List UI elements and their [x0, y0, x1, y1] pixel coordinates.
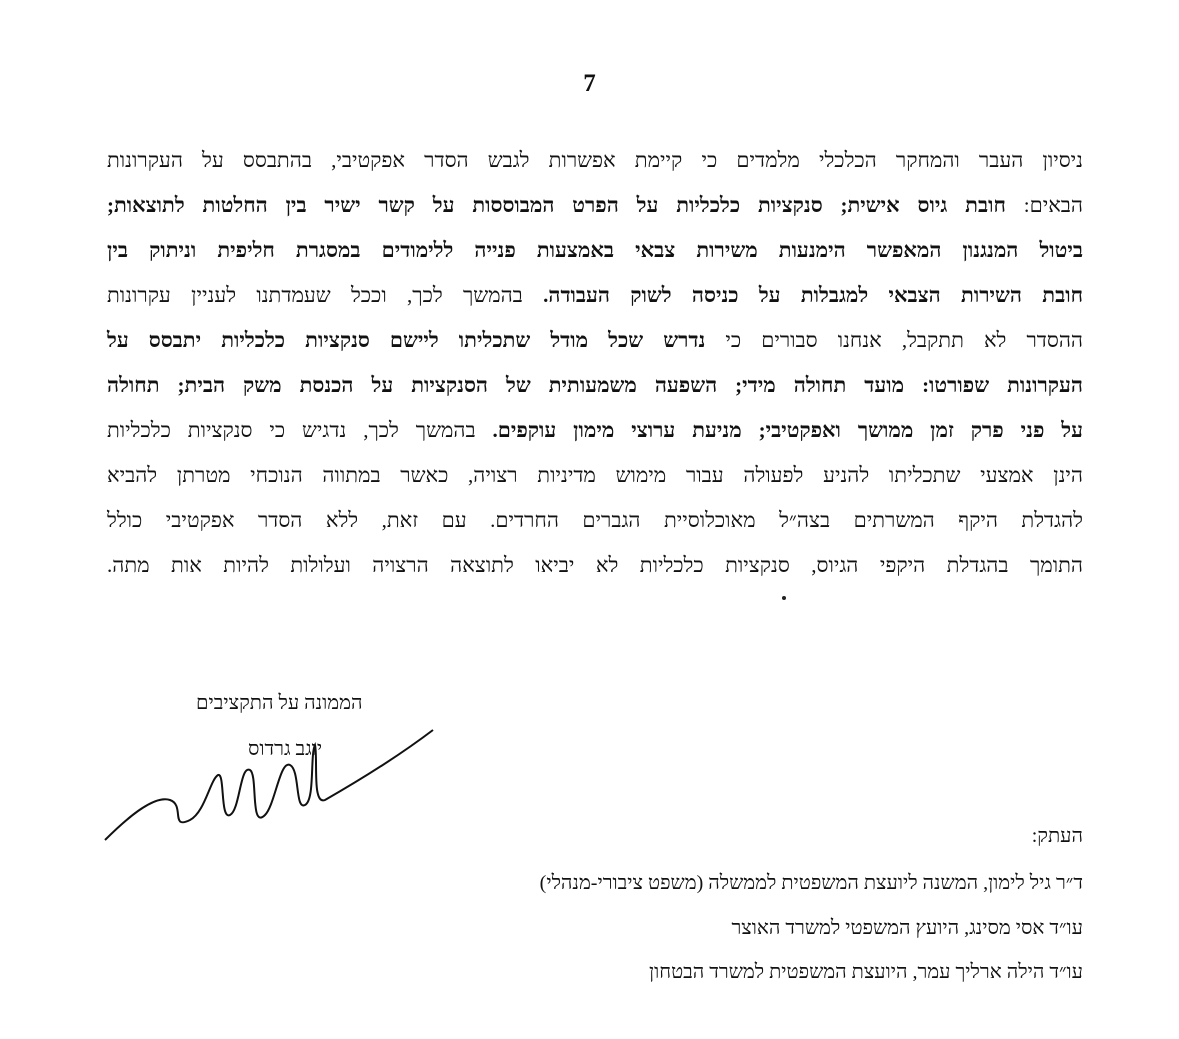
page-number: 7 — [583, 70, 596, 97]
text-line — [107, 326, 1083, 354]
text: הינן אמצעי שתכליתו להניע לפעולה עבור מימוש מדיניות רצויה, כאשר במתווה הנוכחי מטרתן להביא — [107, 463, 1083, 487]
text-line — [107, 551, 1083, 579]
copies-label: העתק: — [1031, 825, 1083, 847]
bold-text: על פני פרק זמן ממושך ואפקטיבי; מניעת ערוצי מימון עוקפים. — [492, 418, 1083, 442]
text: הבאים: — [1005, 193, 1083, 217]
text-line — [107, 461, 1083, 489]
text-line — [107, 371, 1083, 399]
bold-text: העקרונות שפורטו: מועד תחולה מידי; השפעה משמעותית של הסנקציות על הכנסת משק הבית; תחולה — [107, 373, 1083, 397]
text: בהמשך לכך, נדגיש כי סנקציות כלכליות — [107, 418, 493, 442]
copy-recipient: עו״ד אסי מסינג, היועץ המשפטי למשרד האוצר — [731, 917, 1083, 939]
copy-recipient: עו״ד הילה ארליך עמר, היועצת המשפטית למשרד הבטחון — [649, 961, 1083, 983]
text-line — [107, 281, 1083, 309]
handwritten-signature — [100, 720, 440, 850]
bold-text: ביטול המנגנון המאפשר הימנעות משירות צבאי באמצעות פנייה ללימודים במסגרת חליפית וניתוק בין — [107, 238, 1083, 262]
bold-text: חובת גיוס אישית; סנקציות כלכליות על הפרט המבוססות על קשר ישיר בין החלטות לתוצאות; — [107, 193, 1006, 217]
text: להגדלת היקף המשרתים בצה״ל מאוכלוסיית הגברים החרדים. עם זאת, ללא הסדר אפקטיבי כולל — [107, 508, 1083, 532]
stray-dot — [782, 596, 786, 600]
text-line — [107, 191, 1083, 219]
bold-text: חובת השירות הצבאי למגבלות על כניסה לשוק העבודה. — [543, 283, 1083, 307]
copy-recipient: ד״ר גיל לימון, המשנה ליועצת המשפטית לממשלה (משפט ציבורי-מנהלי) — [539, 872, 1083, 894]
text: התומך בהגדלת היקפי הגיוס, סנקציות כלכליות לא יביאו לתוצאה הרצויה ועלולות להיות אות מתה. — [107, 553, 1083, 577]
signatory-title: הממונה על התקציבים — [196, 692, 363, 714]
text-line — [107, 506, 1083, 534]
text-line — [107, 236, 1083, 264]
signatory-name: יוגב גרדוס — [248, 738, 323, 760]
text: ההסדר לא תתקבל, אנחנו סבורים כי — [705, 328, 1083, 352]
text-line — [107, 416, 1083, 444]
bold-text: נדרש שכל מודל שתכליתו ליישם סנקציות כלכליות יתבסס על — [107, 328, 706, 352]
text: בהמשך לכך, וככל שעמדתנו לעניין עקרונות — [107, 283, 544, 307]
text: ניסיון העבר והמחקר הכלכלי מלמדים כי קיימת אפשרות לגבש הסדר אפקטיבי, בהתבסס על העקרונות — [107, 148, 1083, 172]
text-line — [107, 146, 1083, 174]
